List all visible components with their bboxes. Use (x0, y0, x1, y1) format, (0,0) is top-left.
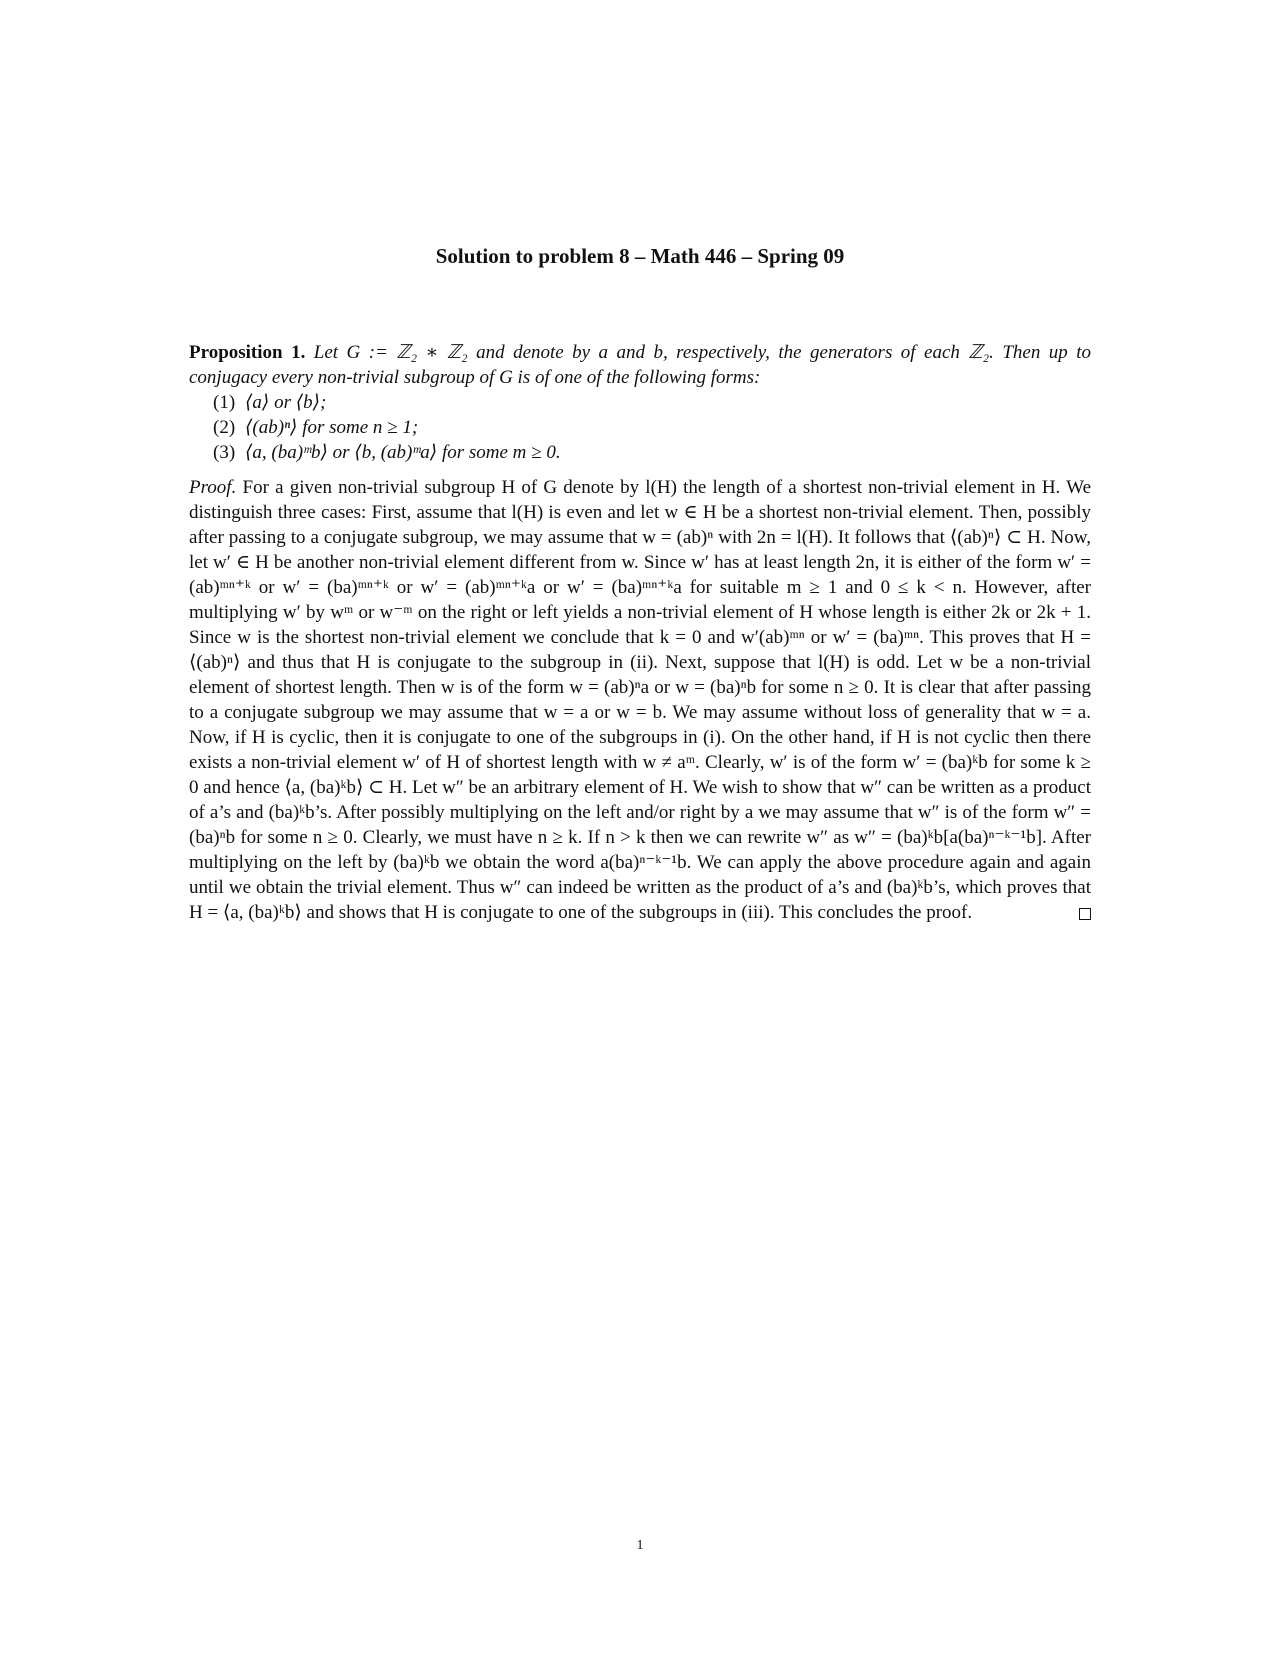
list-item-text: ⟨(ab)ⁿ⟩ for some n ≥ 1; (245, 417, 419, 438)
proposition-list (189, 390, 1091, 465)
proof (189, 475, 1091, 925)
proposition (189, 340, 1091, 390)
list-item-number: (1) (213, 392, 236, 413)
list-item (213, 440, 1091, 465)
document-body (189, 340, 1091, 925)
qed-square-icon (1079, 908, 1091, 920)
list-item-text: ⟨a, (ba)ᵐb⟩ or ⟨b, (ab)ᵐa⟩ for some m ≥ 0. (245, 442, 561, 463)
page-number: 1 (636, 1538, 644, 1553)
list-item (213, 390, 1091, 415)
proposition-label: Proposition 1. (189, 342, 306, 363)
proof-label: Proof. (189, 477, 237, 498)
proposition-text: Let G := ℤ₂ ∗ ℤ₂ and denote by a and b, respectively, the generators of each ℤ₂. Then up to conjugacy every non-trivial subgroup of G is of one of the following forms: (189, 342, 1092, 388)
proof-text: For a given non-trivial subgroup H of G denote by l(H) the length of a shortest non-trivial element in H. We distinguish three cases: First, assume that l(H) is even and let w ∈ H be a shortest non-trivial element. Then, possibly after passing to a conjugate subgroup, we may assume that w = (ab)ⁿ with 2n = l(H). It follows that ⟨(ab)ⁿ⟩ ⊂ H. Now, let w′ ∈ H be another non-trivial element different from w. Since w′ has at least length 2n, it is either of the form w′ = (ab)ᵐⁿ⁺ᵏ or w′ = (ba)ᵐⁿ⁺ᵏ or w′ = (ab)ᵐⁿ⁺ᵏa or w′ = (ba)ᵐⁿ⁺ᵏa for suitable m ≥ 1 and 0 ≤ k < n. However, after multiplying w′ by wᵐ or w⁻ᵐ on the right or left yields a non-trivial element of H whose length is either 2k or 2k + 1. Since w is the shortest non-trivial element we conclude that k = 0 and w′(ab)ᵐⁿ or w′ = (ba)ᵐⁿ. This proves that H = ⟨(ab)ⁿ⟩ and thus that H is conjugate to the subgroup in (ii). Next, suppose that l(H) is odd. Let w be a non-trivial element of shortest length. Then w is of the form w = (ab)ⁿa or w = (ba)ⁿb for some n ≥ 0. It is clear that after passing to a conjugate subgroup we may assume that w = a or w = b. We may assume without loss of generality that w = a. Now, if H is cyclic, then it is conjugate to one of the subgroups in (i). On the other hand, if H is not cyclic then there exists a non-trivial element w′ of H of shortest length with w ≠ aᵐ. Clearly, w′ is of the form w′ = (ba)ᵏb for some k ≥ 0 and hence ⟨a, (ba)ᵏb⟩ ⊂ H. Let w″ be an arbitrary element of H. We wish to show that w″ can be written as a product of a’s and (ba)ᵏb’s. After possibly multiplying on the left and/or right by a we may assume that w″ is of the form w″ = (ba)ⁿb for some n ≥ 0. Clearly, we must have n ≥ k. If n > k then we can rewrite w″ as w″ = (ba)ᵏb[a(ba)ⁿ⁻ᵏ⁻¹b]. After multiplying on the left by (ba)ᵏb we obtain the word a(ba)ⁿ⁻ᵏ⁻¹b. We can apply the above procedure again and again until we obtain the trivial element. Thus w″ can indeed be written as the product of a’s and (ba)ᵏb’s, which proves that H = ⟨a, (ba)ᵏb⟩ and shows that H is conjugate to one of the subgroups in (iii). This concludes the proof. (189, 477, 1092, 923)
list-item-number: (3) (213, 442, 236, 463)
list-item-text: ⟨a⟩ or ⟨b⟩; (245, 392, 327, 413)
list-item (213, 415, 1091, 440)
list-item-number: (2) (213, 417, 236, 438)
page-title: Solution to problem 8 – Math 446 – Spring 09 (435, 244, 845, 268)
